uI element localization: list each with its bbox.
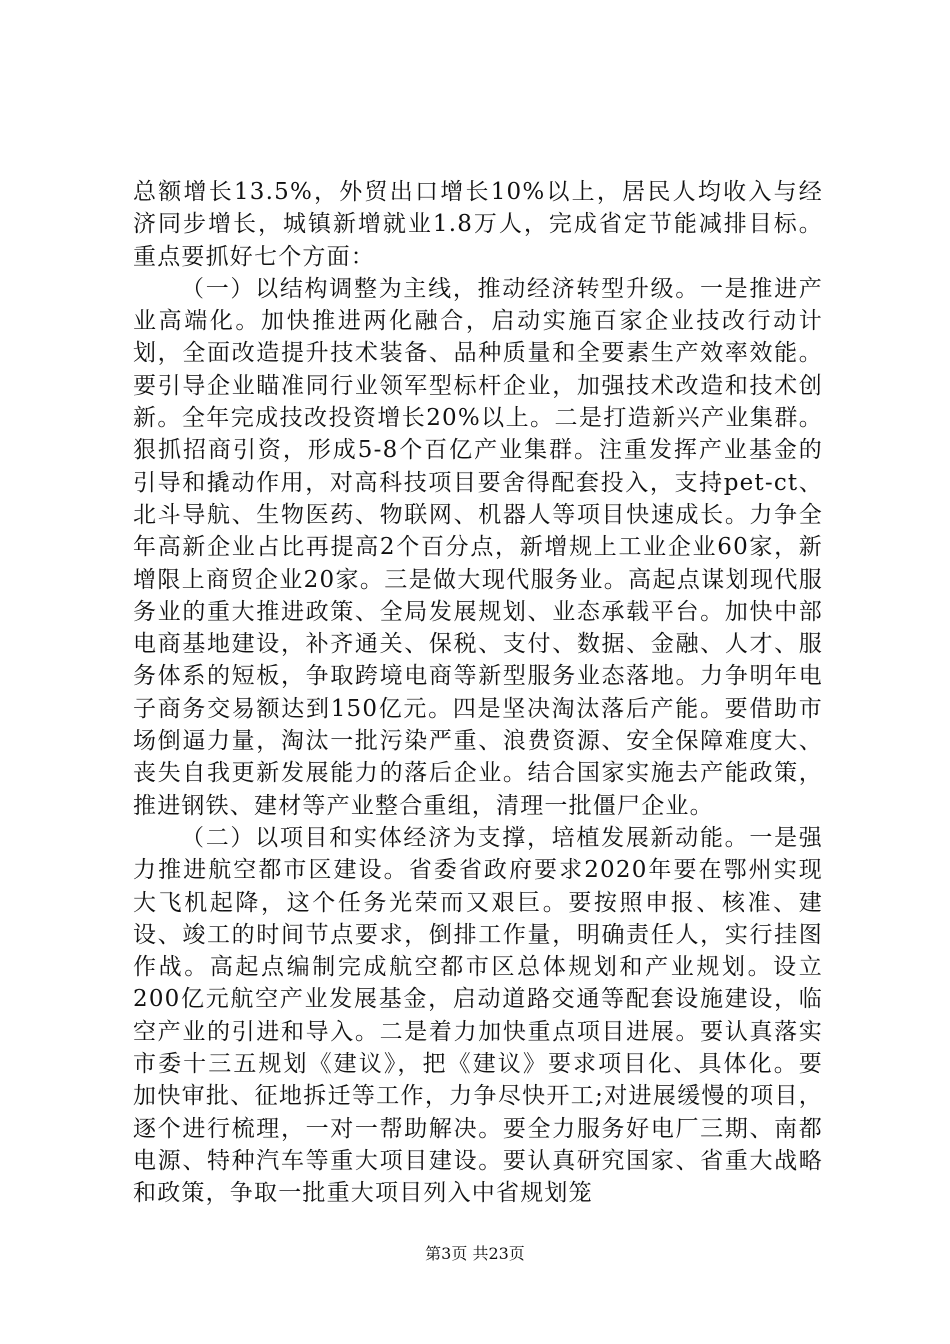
paragraph-section-one: （一）以结构调整为主线，推动经济转型升级。一是推进产业高端化。加快推进两化融合，启动实施百家企业技改行动计划，全面改造提升技术装备、品种质量和全要素生产效率效能。要引导企业瞄准同行业领军型标杆企业，加强技术改造和技术创新。全年完成技改投资增长20%以上。二是打造新兴产业集群。狠抓招商引资，形成5-8个百亿产业集群。注重发挥产业基金的引导和撬动作用，对高科技项目要舍得配套投入，支持pet-ct、北斗导航、生物医药、物联网、机器人等项目快速成长。力争全年高新企业占比再提高2个百分点，新增规上工业企业60家，新增限上商贸企业20家。三是做大现代服务业。高起点谋划现代服务业的重大推进政策、全局发展规划、业态承载平台。加快中部电商基地建设，补齐通关、保税、支付、数据、金融、人才、服务体系的短板，争取跨境电商等新型服务业态落地。力争明年电子商务交易额达到150亿元。四是坚决淘汰落后产能。要借助市场倒逼力量，淘汰一批污染严重、浪费资源、安全保障难度大、丧失自我更新发展能力的落后企业。结合国家实施去产能政策，推进钢铁、建材等产业整合重组，清理一批僵尸企业。 [133, 275, 823, 819]
paragraph-continuation: 总额增长13.5%，外贸出口增长10%以上，居民人均收入与经济同步增长，城镇新增就业1.8万人，完成省定节能减排目标。重点要抓好七个方面： [133, 179, 823, 270]
document-body [133, 176, 823, 1210]
page-footer: 第3页 共23页 [425, 1244, 525, 1263]
paragraph-section-two: （二）以项目和实体经济为支撑，培植发展新动能。一是强力推进航空都市区建设。省委省政府要求2020年要在鄂州实现大飞机起降，这个任务光荣而又艰巨。要按照申报、核准、建设、竣工的时间节点要求，倒排工作量，明确责任人，实行挂图作战。高起点编制完成航空都市区总体规划和产业规划。设立200亿元航空产业发展基金，启动道路交通等配套设施建设，临空产业的引进和导入。二是着力加快重点项目进展。要认真落实市委十三五规划《建议》，把《建议》要求项目化、具体化。要加快审批、征地拆迁等工作，力争尽快开工;对进展缓慢的项目，逐个进行梳理，一对一帮助解决。要全力服务好电厂三期、南都电源、特种汽车等重大项目建设。要认真研究国家、省重大战略和政策，争取一批重大项目列入中省规划笼 [133, 824, 823, 1207]
